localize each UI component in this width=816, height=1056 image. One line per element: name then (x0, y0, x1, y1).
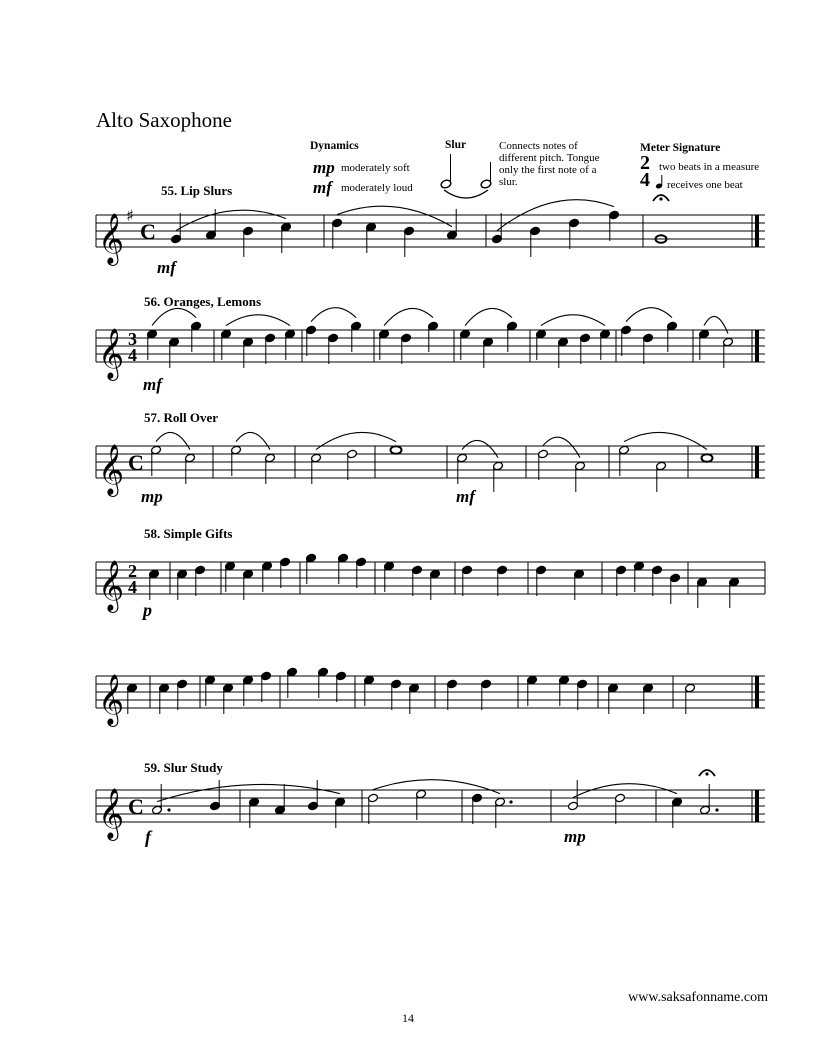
dot (509, 800, 512, 803)
footer-url: www.saksafonname.com (628, 990, 768, 1005)
final-barline (755, 790, 759, 822)
slur-desc-line-1: Connects notes of (499, 140, 578, 152)
exercise-59-dynamic-2: mp (564, 827, 586, 846)
slur-curve (373, 780, 500, 794)
treble-clef-icon: 𝄞 (98, 788, 125, 839)
exercise-57-dynamic-1: mp (141, 487, 163, 506)
meter-denominator: 4 (640, 169, 650, 191)
treble-clef-icon: 𝄞 (98, 560, 125, 611)
dynamic-mf-text: moderately loud (341, 182, 413, 194)
treble-clef-icon: 𝄞 (98, 674, 125, 725)
exercise-57-dynamic-2: mf (456, 487, 475, 506)
treble-clef-icon: 𝄞 (98, 328, 125, 379)
exercise-59-number: 59. (144, 760, 161, 775)
slur-heading: Slur (445, 139, 467, 151)
exercise-57-number: 57. (144, 410, 161, 425)
time-sig-numerator: 2 (128, 561, 137, 581)
slur-desc-line-4: slur. (499, 176, 518, 188)
instrument-title: Alto Saxophone (96, 108, 232, 132)
common-time-icon: C (128, 794, 144, 819)
exercise-55-dynamic: mf (157, 258, 176, 277)
meter-line-1: two beats in a measure (659, 161, 760, 173)
time-sig-denominator: 4 (128, 577, 137, 597)
dynamic-mp-text: moderately soft (341, 162, 410, 174)
exercise-57-name: Roll Over (163, 410, 219, 425)
time-sig-numerator: 3 (128, 329, 137, 349)
slur-curve (573, 784, 677, 798)
dynamic-mp-symbol: mp (313, 158, 335, 177)
meter-numerator: 2 (640, 152, 650, 174)
exercise-59-dynamic-1: f (145, 827, 151, 847)
page-number: 14 (402, 1011, 414, 1025)
key-sharp-icon: ♯ (126, 206, 134, 225)
treble-clef-icon: 𝄞 (98, 444, 125, 495)
dynamics-heading: Dynamics (310, 140, 359, 152)
fermata-dot (705, 772, 708, 775)
exercise-58-name: Simple Gifts (163, 526, 233, 541)
exercise-55-number: 55. (161, 183, 178, 198)
exercise-59-name: Slur Study (163, 760, 223, 775)
common-time-icon: C (140, 219, 156, 244)
dot (167, 808, 170, 811)
dynamic-mf-symbol: mf (313, 178, 332, 197)
slur-curve (157, 784, 340, 801)
exercise-55-name: Lip Slurs (180, 183, 233, 198)
exercise-56-dynamic: mf (143, 375, 162, 394)
treble-clef-icon: 𝄞 (98, 213, 125, 264)
slur-desc-line-3: only the first note of a (499, 164, 597, 176)
common-time-icon: C (128, 450, 144, 475)
exercise-56-name: Oranges, Lemons (163, 294, 261, 309)
meter-line-2: receives one beat (667, 179, 743, 191)
slur-desc-line-2: different pitch. Tongue (499, 152, 600, 164)
meter-heading: Meter Signature (640, 142, 721, 154)
exercise-58-dynamic: p (143, 600, 152, 620)
exercise-56-number: 56. (144, 294, 161, 309)
dot (715, 808, 718, 811)
time-sig-denominator: 4 (128, 345, 137, 365)
exercise-58-number: 58. (144, 526, 161, 541)
